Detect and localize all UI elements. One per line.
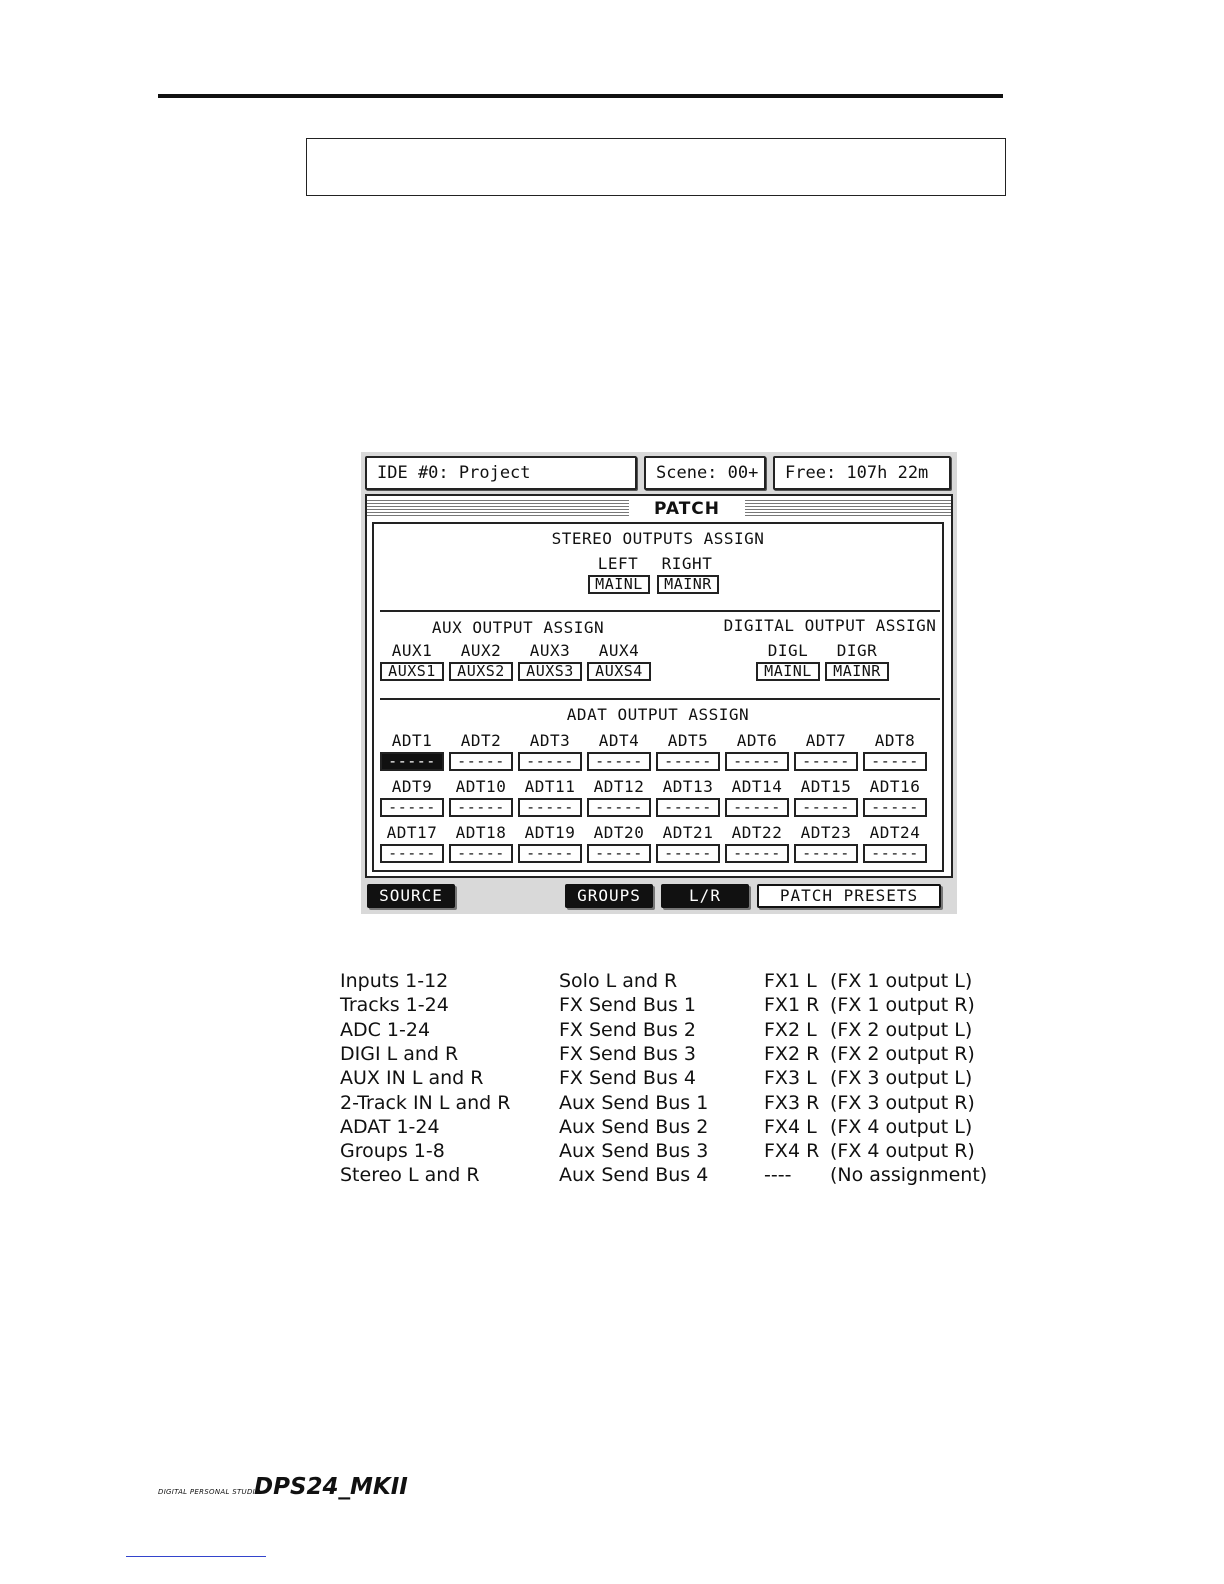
source-list-item: 2-Track IN L and R <box>340 1091 511 1114</box>
adat-output-label: ADT9 <box>391 777 433 796</box>
adat-output-field[interactable]: ----- <box>380 752 444 771</box>
digital-output-field[interactable]: MAINR <box>825 662 889 681</box>
source-list-item: ADAT 1-24 <box>340 1115 440 1138</box>
adat-output-field[interactable]: ----- <box>587 844 651 863</box>
source-list-item: DIGI L and R <box>340 1042 459 1065</box>
adat-output-label: ADT23 <box>800 823 852 842</box>
adat-output-field[interactable]: ----- <box>449 844 513 863</box>
aux-output-field[interactable]: AUXS1 <box>380 662 444 681</box>
source-list-item: AUX IN L and R <box>340 1067 484 1090</box>
adat-output-label: ADT3 <box>529 731 571 750</box>
panel-title: PATCH <box>629 498 745 520</box>
adat-output-field[interactable]: ----- <box>518 752 582 771</box>
adat-output-field[interactable]: ----- <box>725 798 789 817</box>
project-name-display: IDE #0: Project <box>365 456 637 490</box>
source-list-item: FX Send Bus 3 <box>559 1042 696 1065</box>
source-list-item: Aux Send Bus 2 <box>559 1115 709 1138</box>
source-list-item: (FX 4 output L) <box>830 1115 973 1138</box>
source-list-item: FX Send Bus 1 <box>559 994 696 1017</box>
source-list-item: FX Send Bus 2 <box>559 1018 696 1041</box>
aux-output-label: AUX3 <box>529 641 571 660</box>
source-list-item: Aux Send Bus 3 <box>559 1140 709 1163</box>
adat-section-title: ADAT OUTPUT ASSIGN <box>566 705 750 724</box>
note-box <box>306 138 1006 196</box>
source-list-item: (FX 3 output L) <box>830 1067 973 1090</box>
adat-output-label: ADT8 <box>874 731 916 750</box>
stereo-right-field[interactable]: MAINR <box>657 575 719 594</box>
product-logo: DPS24_MKII <box>254 1474 408 1500</box>
adat-output-field[interactable]: ----- <box>794 844 858 863</box>
source-list-item: Stereo L and R <box>340 1164 480 1187</box>
patch-screen <box>361 452 957 914</box>
stereo-right-label: RIGHT <box>661 554 713 573</box>
source-softkey[interactable]: SOURCE <box>367 884 455 908</box>
source-list-item: ADC 1-24 <box>340 1018 431 1041</box>
source-list-item: (FX 1 output R) <box>830 994 975 1017</box>
adat-output-field[interactable]: ----- <box>656 798 720 817</box>
top-rule <box>158 94 1003 98</box>
aux-output-label: AUX1 <box>391 641 433 660</box>
adat-output-field[interactable]: ----- <box>863 752 927 771</box>
digital-output-field[interactable]: MAINL <box>756 662 820 681</box>
digital-output-label: DIGL <box>767 641 809 660</box>
adat-output-label: ADT6 <box>736 731 778 750</box>
stereo-left-label: LEFT <box>597 554 639 573</box>
aux-output-label: AUX4 <box>598 641 640 660</box>
adat-output-label: ADT5 <box>667 731 709 750</box>
source-list-item: (FX 3 output R) <box>830 1091 975 1114</box>
adat-output-label: ADT16 <box>869 777 921 796</box>
groups-softkey[interactable]: GROUPS <box>565 884 653 908</box>
adat-output-field[interactable]: ----- <box>794 752 858 771</box>
adat-output-label: ADT1 <box>391 731 433 750</box>
adat-output-field[interactable]: ----- <box>725 844 789 863</box>
adat-output-label: ADT4 <box>598 731 640 750</box>
source-list-item: Solo L and R <box>559 970 678 992</box>
adat-output-field[interactable]: ----- <box>656 844 720 863</box>
source-list-item: Aux Send Bus 4 <box>559 1164 709 1187</box>
adat-output-label: ADT12 <box>593 777 645 796</box>
adat-output-field[interactable]: ----- <box>380 798 444 817</box>
source-list-item: Inputs 1-12 <box>340 970 449 992</box>
adat-output-label: ADT24 <box>869 823 921 842</box>
aux-output-field[interactable]: AUXS2 <box>449 662 513 681</box>
source-list-item: Groups 1-8 <box>340 1140 445 1163</box>
digital-section-title: DIGITAL OUTPUT ASSIGN <box>723 616 937 635</box>
footer-tagline: DIGITAL PERSONAL STUDIO <box>158 1488 261 1496</box>
source-list-item: ---- <box>764 1164 792 1187</box>
adat-output-field[interactable]: ----- <box>587 798 651 817</box>
source-list-item: FX4 L <box>764 1115 817 1138</box>
source-list-item: FX3 L <box>764 1067 817 1090</box>
adat-output-field[interactable]: ----- <box>863 798 927 817</box>
adat-output-label: ADT13 <box>662 777 714 796</box>
aux-section-title: AUX OUTPUT ASSIGN <box>431 618 605 637</box>
free-time-display: Free: 107h 22m <box>773 456 951 490</box>
adat-output-label: ADT18 <box>455 823 507 842</box>
source-list-item: FX3 R <box>764 1091 820 1114</box>
adat-output-field[interactable]: ----- <box>725 752 789 771</box>
adat-output-label: ADT20 <box>593 823 645 842</box>
stereo-section-title: STEREO OUTPUTS ASSIGN <box>551 529 765 548</box>
lr-softkey[interactable]: L/R <box>661 884 749 908</box>
adat-output-field[interactable]: ----- <box>656 752 720 771</box>
section-divider <box>380 610 940 612</box>
adat-output-field[interactable]: ----- <box>449 752 513 771</box>
source-list-item: (FX 1 output L) <box>830 970 973 992</box>
aux-output-label: AUX2 <box>460 641 502 660</box>
adat-output-field[interactable]: ----- <box>518 798 582 817</box>
source-list-item: FX2 R <box>764 1042 820 1065</box>
adat-output-label: ADT10 <box>455 777 507 796</box>
adat-output-field[interactable]: ----- <box>449 798 513 817</box>
adat-output-label: ADT11 <box>524 777 576 796</box>
source-list-item: Tracks 1-24 <box>340 994 449 1017</box>
adat-output-field[interactable]: ----- <box>794 798 858 817</box>
adat-output-field[interactable]: ----- <box>587 752 651 771</box>
footer-underline <box>126 1556 266 1557</box>
section-divider <box>380 698 940 700</box>
patch-presets-softkey[interactable]: PATCH PRESETS <box>757 884 941 908</box>
aux-output-field[interactable]: AUXS3 <box>518 662 582 681</box>
source-list-item: (FX 2 output L) <box>830 1018 973 1041</box>
adat-output-label: ADT15 <box>800 777 852 796</box>
digital-output-label: DIGR <box>836 641 878 660</box>
source-list-item: FX1 L <box>764 970 817 992</box>
aux-output-field[interactable]: AUXS4 <box>587 662 651 681</box>
source-list-item: FX2 L <box>764 1018 817 1041</box>
source-list-item: FX Send Bus 4 <box>559 1067 696 1090</box>
adat-output-label: ADT14 <box>731 777 783 796</box>
adat-output-label: ADT19 <box>524 823 576 842</box>
adat-output-label: ADT22 <box>731 823 783 842</box>
stereo-left-field[interactable]: MAINL <box>588 575 650 594</box>
patch-panel <box>365 494 953 878</box>
adat-output-label: ADT7 <box>805 731 847 750</box>
source-list-item: Aux Send Bus 1 <box>559 1091 709 1114</box>
adat-output-field[interactable]: ----- <box>380 844 444 863</box>
patch-content <box>372 522 944 872</box>
adat-output-label: ADT17 <box>386 823 438 842</box>
source-list-item: (No assignment) <box>830 1164 988 1187</box>
source-list-item: FX4 R <box>764 1140 820 1163</box>
scene-display: Scene: 00+ <box>644 456 766 490</box>
source-list-item: (FX 4 output R) <box>830 1140 975 1163</box>
source-list-item: (FX 2 output R) <box>830 1042 975 1065</box>
panel-title-bar <box>367 498 951 518</box>
adat-output-label: ADT21 <box>662 823 714 842</box>
source-list-item: FX1 R <box>764 994 820 1017</box>
adat-output-field[interactable]: ----- <box>863 844 927 863</box>
adat-output-label: ADT2 <box>460 731 502 750</box>
adat-output-field[interactable]: ----- <box>518 844 582 863</box>
